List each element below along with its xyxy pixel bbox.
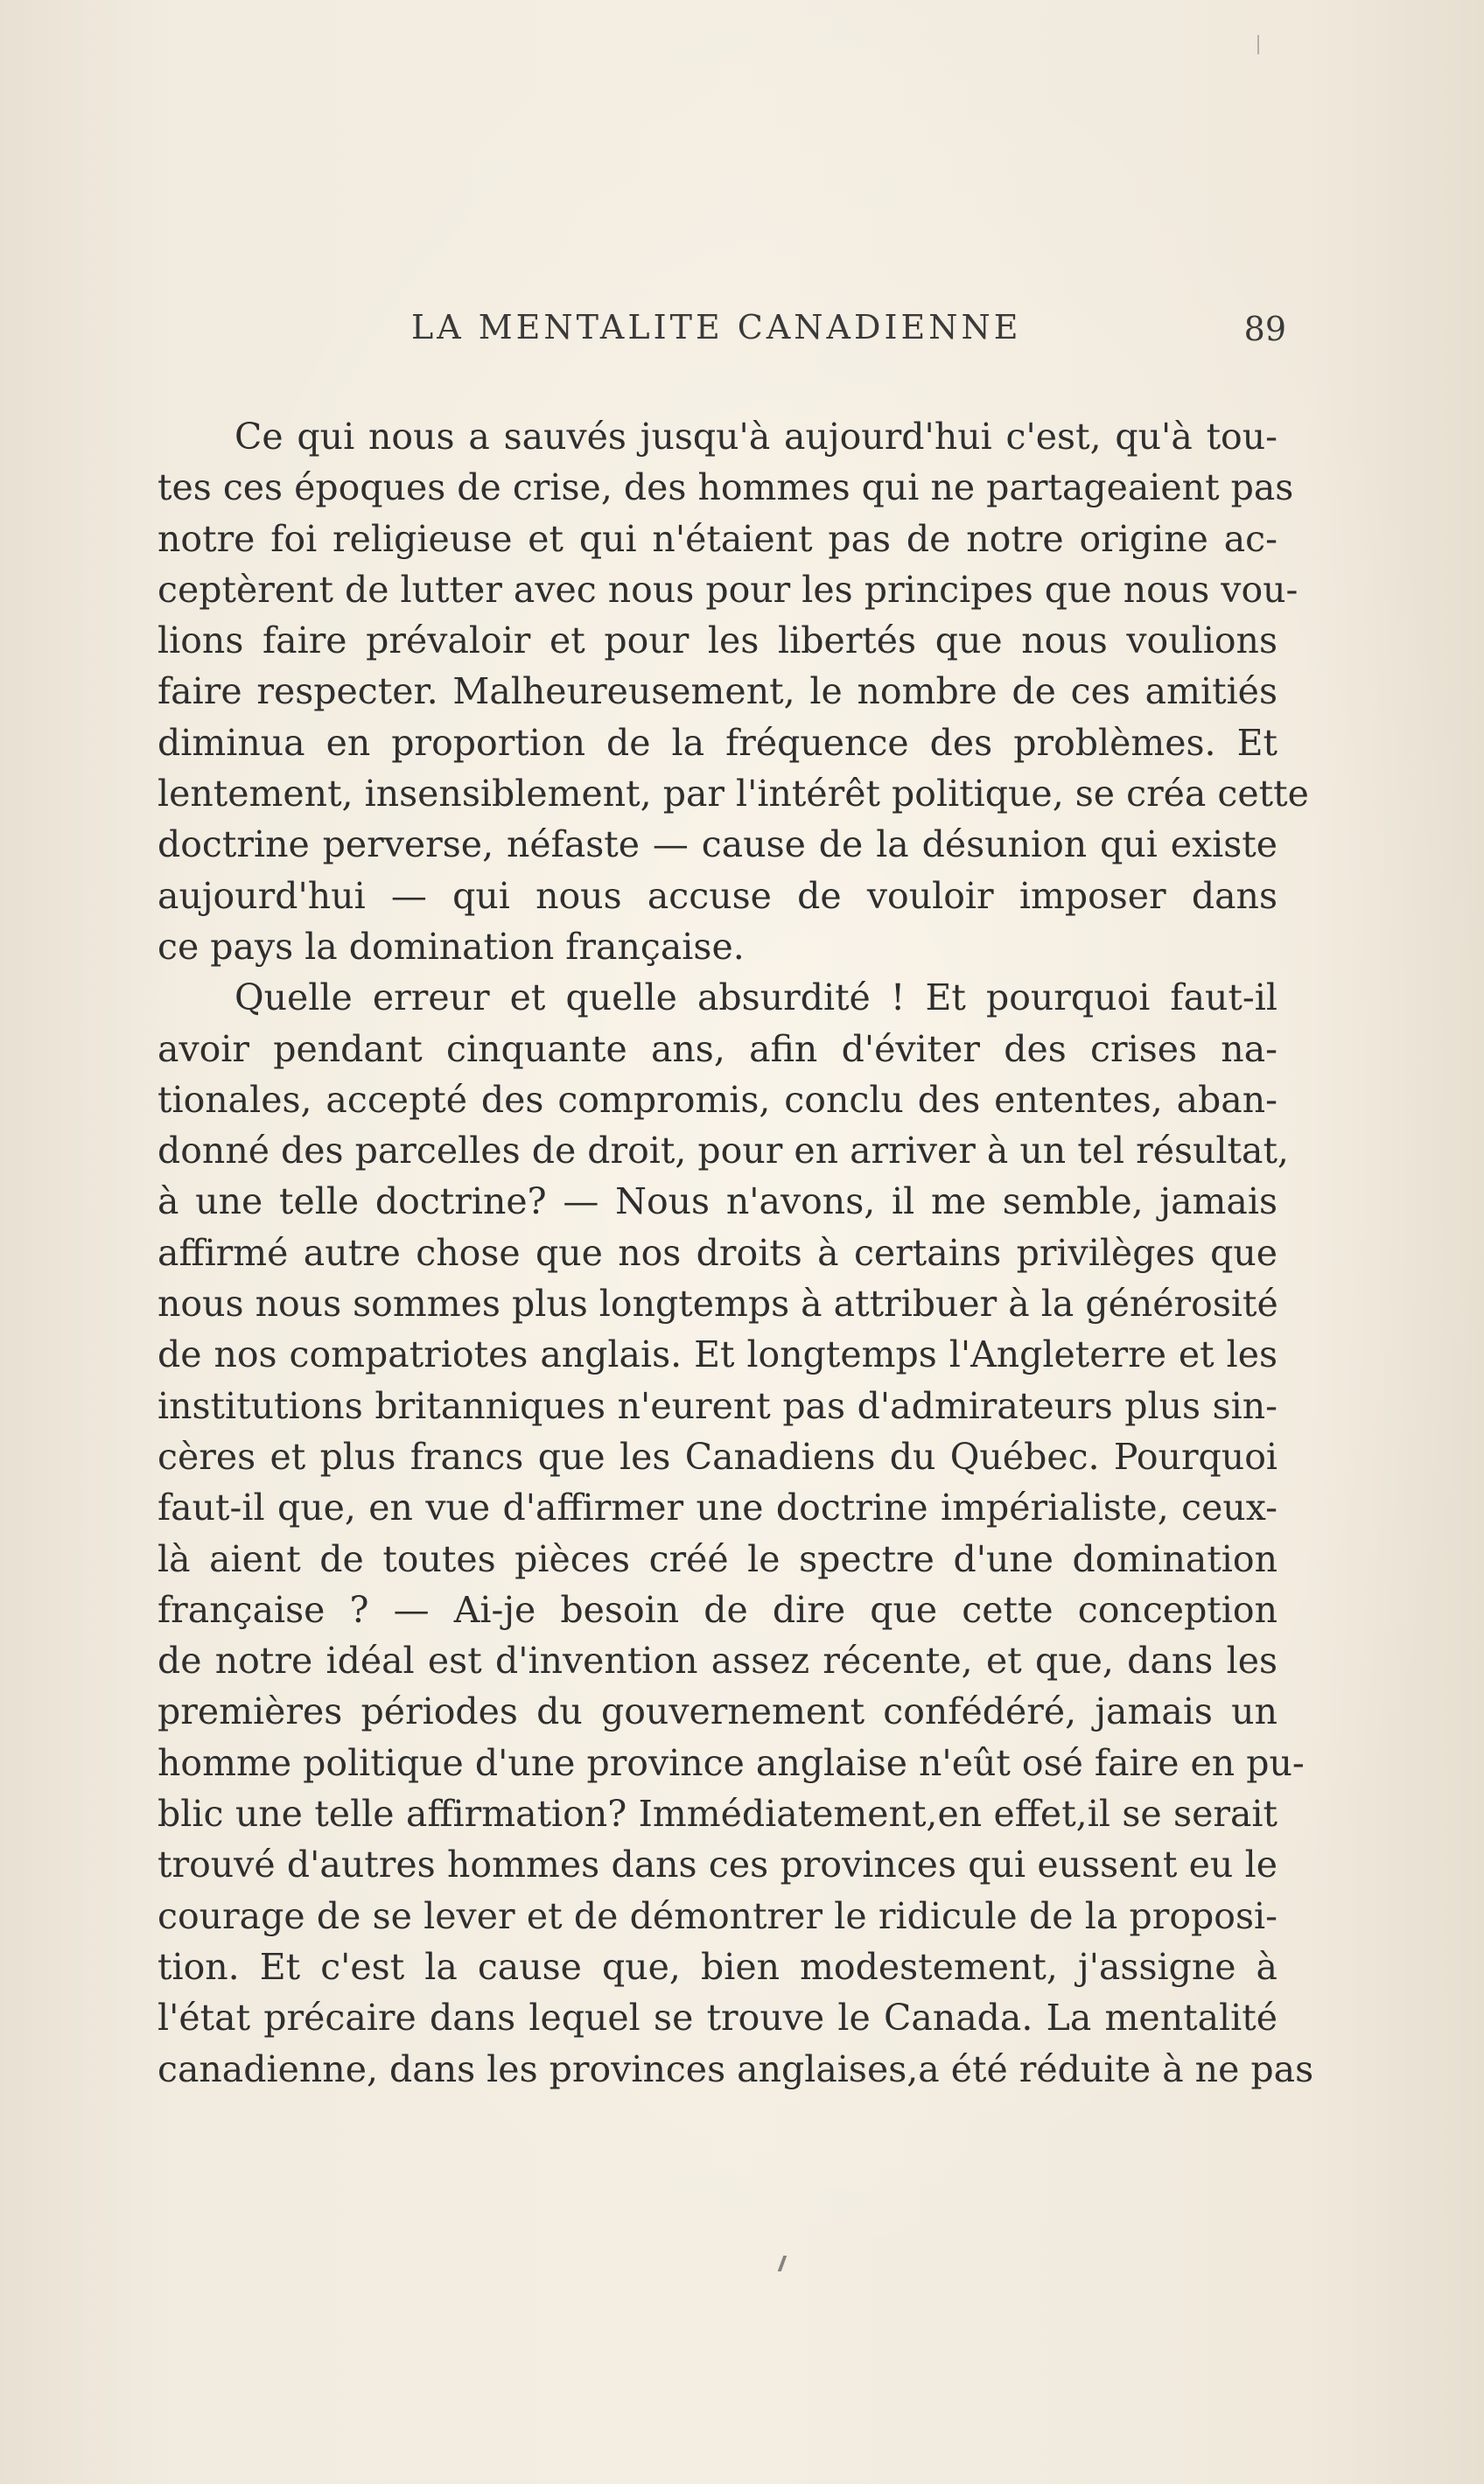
text-line: donné des parcelles de droit, pour en arriver à un tel résultat,	[158, 1130, 1289, 1172]
text-line: trouvé d'autres hommes dans ces provinces qui eussent eu le	[158, 1844, 1278, 1886]
page-edge-mark	[1257, 35, 1259, 54]
text-line: cères et plus francs que les Canadiens du Québec. Pourquoi	[158, 1435, 1278, 1478]
text-line: nous nous sommes plus longtemps à attribuer à la générosité	[158, 1283, 1278, 1326]
text-line: doctrine perverse, néfaste — cause de la désunion qui existe	[158, 823, 1278, 866]
text-line: l'état précaire dans lequel se trouve le Canada. La mentalité	[158, 1997, 1278, 2040]
running-title: LA MENTALITE CANADIENNE	[411, 308, 1022, 346]
text-line: premières périodes du gouvernement confédéré, jamais un	[158, 1690, 1278, 1733]
running-head	[158, 308, 1286, 352]
text-line: de notre idéal est d'invention assez récente, et que, dans les	[158, 1640, 1278, 1683]
text-line: lions faire prévaloir et pour les libertés que nous voulions	[158, 619, 1278, 662]
text-line: faire respecter. Malheureusement, le nombre de ces amitiés	[158, 670, 1278, 713]
body-text	[158, 411, 1314, 2095]
text-line: blic une telle affirmation? Immédiatement,en effet,il se serait	[158, 1793, 1278, 1836]
text-line: Quelle erreur et quelle absurdité ! Et pourquoi faut-il	[234, 976, 1278, 1019]
text-line: tion. Et c'est la cause que, bien modestement, j'assigne à	[158, 1945, 1278, 1988]
text-line: aujourd'hui — qui nous accuse de vouloir imposer dans	[158, 874, 1278, 917]
paragraph-1	[158, 411, 1309, 972]
text-line: institutions britanniques n'eurent pas d'admirateurs plus sin-	[158, 1384, 1278, 1427]
ink-mark	[778, 2256, 788, 2271]
text-line: Ce qui nous a sauvés jusqu'à aujourd'hui c'est, qu'à tou-	[234, 416, 1278, 458]
text-line: là aient de toutes pièces créé le spectre d'une domination	[158, 1537, 1278, 1580]
text-line: canadienne, dans les provinces anglaises,a été réduite à ne pas	[158, 2047, 1314, 2090]
text-line: homme politique d'une province anglaise n'eût osé faire en pu-	[158, 1741, 1305, 1784]
text-line: française ? — Ai-je besoin de dire que cette conception	[158, 1588, 1278, 1631]
text-line: tionales, accepté des compromis, conclu des ententes, aban-	[158, 1078, 1278, 1121]
text-line: affirmé autre chose que nos droits à certains privilèges que	[158, 1231, 1278, 1274]
text-line: de nos compatriotes anglais. Et longtemps l'Angleterre et les	[158, 1333, 1278, 1376]
text-line: à une telle doctrine? — Nous n'avons, il me semble, jamais	[158, 1180, 1278, 1223]
text-line: diminua en proportion de la fréquence des problèmes. Et	[158, 721, 1278, 764]
paragraph-2	[158, 972, 1314, 2095]
text-line: ceptèrent de lutter avec nous pour les principes que nous vou-	[158, 568, 1298, 611]
text-line: avoir pendant cinquante ans, afin d'éviter des crises na-	[158, 1027, 1278, 1070]
text-line: courage de se lever et de démontrer le ridicule de la proposi-	[158, 1894, 1278, 1937]
text-line: lentement, insensiblement, par l'intérêt politique, se créa cette	[158, 773, 1309, 815]
text-line: faut-il que, en vue d'affirmer une doctrine impérialiste, ceux-	[158, 1487, 1278, 1529]
page-number: 89	[1243, 310, 1286, 348]
text-line: tes ces époques de crise, des hommes qui ne partageaient pas	[158, 466, 1294, 509]
text-line: notre foi religieuse et qui n'étaient pas de notre origine ac-	[158, 517, 1278, 560]
text-line: ce pays la domination française.	[158, 925, 745, 968]
